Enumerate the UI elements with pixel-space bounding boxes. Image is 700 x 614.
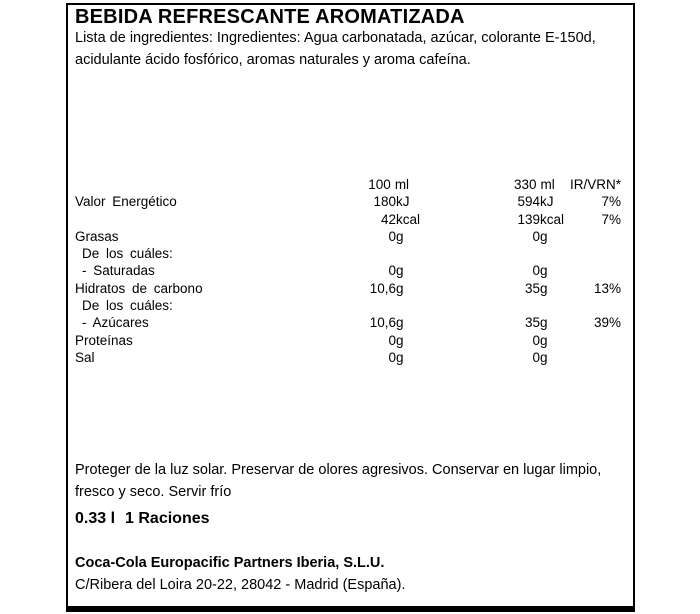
value-ir-vrn: 7% [601,194,621,210]
storage-line-1: Proteger de la luz solar. Preservar de olores agresivos. Conservar en lugar limpio, [75,462,602,478]
nutrient-label: Proteínas [75,332,133,348]
value-330ml-number: 35 [524,280,540,296]
nutrient-label: De los cuáles: [82,246,173,262]
storage-line-2: fresco y seco. Servir frío [75,484,232,500]
value-100ml-unit: g [396,349,404,365]
value-100ml-number: 0 [388,349,396,365]
table-row [68,332,633,349]
table-row [68,280,633,297]
value-ir-vrn: 39% [593,315,621,331]
value-330ml-unit: g [540,280,548,296]
nutrient-label: De los cuáles: [82,298,173,314]
table-header-row [68,176,633,193]
table-row [68,297,633,314]
table-row [68,245,633,262]
manufacturer-address: C/Ribera del Loira 20-22, 28042 - Madrid (España). [75,577,406,593]
table-row [68,349,633,366]
value-100ml-number: 180 [373,194,396,210]
column-header-330ml-unit: ml [540,177,555,192]
value-ir-vrn: 7% [601,211,621,227]
manufacturer-name: Coca-Cola Europacific Partners Iberia, S.L.U. [75,555,385,571]
ingredients-text [75,28,630,71]
value-100ml-number: 0 [388,263,396,279]
nutrient-label: Grasas [75,228,119,244]
nutrient-label: Hidratos de carbono [75,280,203,296]
table-row [68,211,633,228]
column-header-100ml-unit: ml [394,177,410,192]
value-330ml-unit: g [540,332,548,348]
value-100ml-unit: g [396,280,404,296]
value-330ml-number: 0 [532,349,540,365]
serving-size: 0.33 l [75,510,116,527]
value-330ml-number: 0 [532,332,540,348]
value-100ml-unit: kJ [396,194,410,210]
nutrient-label: Sal [75,349,95,365]
value-100ml-number: 10,6 [369,280,396,296]
storage-instructions [75,459,630,503]
value-330ml-unit: g [540,228,548,244]
servings-count: 1 Raciones [125,510,210,527]
value-100ml-number: 0 [388,228,396,244]
product-title: BEBIDA REFRESCANTE AROMATIZADA [75,6,465,28]
value-330ml-unit: g [540,349,548,365]
nutrition-table [68,176,633,366]
table-row [68,193,633,210]
value-330ml-unit: g [540,263,548,279]
servings-info [75,510,210,528]
value-100ml-unit: g [396,228,404,244]
value-330ml-number: 139 [517,211,540,227]
value-330ml-unit: kJ [540,194,554,210]
value-100ml-unit: kcal [396,211,421,227]
nutrient-label: - Saturadas [82,263,155,279]
ingredients-line-2: acidulante ácido fosfórico, aromas naturales y aroma cafeína. [75,51,471,68]
table-row [68,262,633,279]
value-330ml-number: 594 [517,194,540,210]
nutrient-label: - Azúcares [82,315,149,331]
value-100ml-number: 10,6 [369,315,396,331]
value-330ml-number: 35 [524,315,540,331]
value-100ml-unit: g [396,263,404,279]
value-330ml-number: 0 [532,263,540,279]
value-100ml-number: 42 [380,211,396,227]
table-row [68,228,633,245]
value-100ml-unit: g [396,315,404,331]
ingredients-line-1: Lista de ingredientes: Ingredientes: Agua carbonatada, azúcar, colorante E-150d, [75,30,596,46]
column-header-330ml-number: 330 [513,177,537,192]
table-row [68,314,633,331]
manufacturer-info [75,552,405,596]
value-100ml-number: 0 [388,332,396,348]
column-header-100ml-number: 100 [368,177,391,192]
nutrition-label-box [66,3,635,612]
value-100ml-unit: g [396,332,404,348]
value-330ml-unit: kcal [540,211,565,227]
value-ir-vrn: 13% [593,280,621,296]
value-330ml-unit: g [540,315,548,331]
value-330ml-number: 0 [532,228,540,244]
column-header-ir-vrn: IR/VRN* [570,177,622,192]
nutrient-label: Valor Energético [75,194,177,210]
